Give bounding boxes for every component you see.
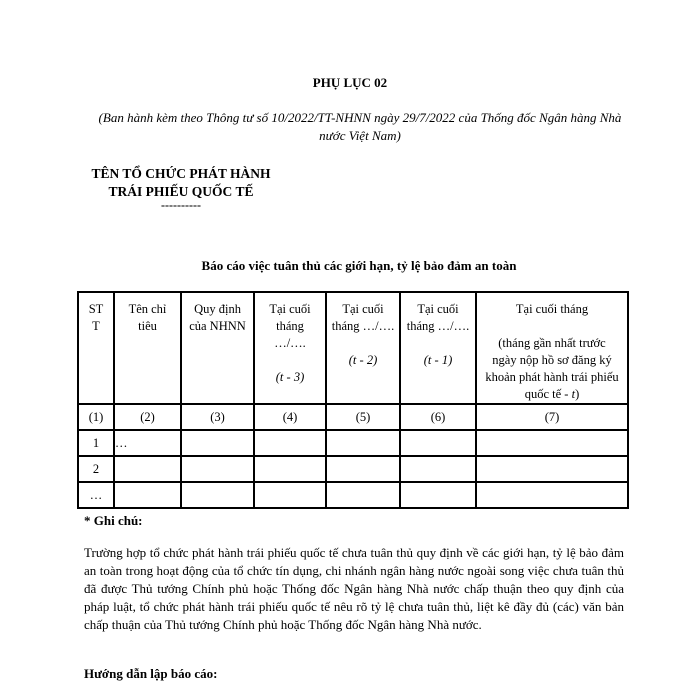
column-number-row <box>78 404 628 430</box>
row-indicator-name: … <box>114 430 181 456</box>
table-cell <box>181 482 254 508</box>
header-sbv-regulation: Quy định của NHNN <box>181 292 254 404</box>
issuer-name-block <box>76 165 286 201</box>
table-cell <box>326 482 400 508</box>
table-cell <box>326 456 400 482</box>
table-cell <box>181 430 254 456</box>
compliance-table <box>77 291 629 509</box>
table-row <box>78 456 628 482</box>
header-month-t2: Tại cuối tháng …/…. (t - 2) <box>326 292 400 404</box>
row-stt: 2 <box>78 456 114 482</box>
column-number: (3) <box>181 404 254 430</box>
table-cell <box>254 456 326 482</box>
issuer-name-divider: ---------- <box>161 198 201 212</box>
table-cell <box>254 482 326 508</box>
row-stt: … <box>78 482 114 508</box>
table-cell <box>400 430 476 456</box>
issuer-name-line2: TRÁI PHIẾU QUỐC TẾ <box>108 184 254 199</box>
column-number: (2) <box>114 404 181 430</box>
table-cell <box>326 430 400 456</box>
table-cell <box>400 482 476 508</box>
header-month-t: Tại cuối tháng (tháng gần nhất trước ngày nộp hồ sơ đăng ký khoản phát hành trái phiếu quốc tế - t) <box>476 292 628 404</box>
table-cell <box>476 430 628 456</box>
table-cell <box>476 456 628 482</box>
column-number: (6) <box>400 404 476 430</box>
header-indicator-name: Tên chỉ tiêu <box>114 292 181 404</box>
table-cell <box>254 430 326 456</box>
appendix-title: PHỤ LỤC 02 <box>312 75 388 90</box>
header-stt: ST T <box>78 292 114 404</box>
column-number: (7) <box>476 404 628 430</box>
appendix-subtitle: (Ban hành kèm theo Thông tư số 10/2022/TT-NHNN ngày 29/7/2022 của Thống đốc Ngân hàng Nhà nước Việt Nam) <box>98 110 622 143</box>
table-cell <box>181 456 254 482</box>
table-cell <box>476 482 628 508</box>
report-title: Báo cáo việc tuân thủ các giới hạn, tỷ lệ bảo đảm an toàn <box>201 258 517 273</box>
issuer-name-line1: TÊN TỔ CHỨC PHÁT HÀNH <box>91 166 271 181</box>
row-indicator-name <box>114 456 181 482</box>
table-header-row <box>78 292 628 404</box>
table-row <box>78 430 628 456</box>
table-row <box>78 482 628 508</box>
header-month-t1: Tại cuối tháng …/…. (t - 1) <box>400 292 476 404</box>
table-cell <box>400 456 476 482</box>
column-number: (1) <box>78 404 114 430</box>
column-number: (5) <box>326 404 400 430</box>
row-indicator-name <box>114 482 181 508</box>
notes-paragraph: Trường hợp tổ chức phát hành trái phiếu quốc tế chưa tuân thủ quy định về các giới hạn, tỷ lệ bảo đảm an toàn trong hoạt động của tổ chức tín dụng, chi nhánh ngân hàng nước ngoài song việc chưa tuân thủ đã được Thủ tướng Chính phủ hoặc Thống đốc Ngân hàng Nhà nước chấp thuận theo quy định của pháp luật, tổ chức phát hành trái phiếu quốc tế nêu rõ tỷ lệ chưa tuân thủ, liệt kê đầy đủ (các) văn bản chấp thuận của Thủ tướng Chính phủ hoặc Thống đốc Ngân hàng Nhà nước. <box>84 545 624 632</box>
notes-heading: * Ghi chú: <box>84 513 143 528</box>
column-number: (4) <box>254 404 326 430</box>
instructions-heading: Hướng dẫn lập báo cáo: <box>84 666 218 681</box>
header-month-t3: Tại cuối tháng …/…. (t - 3) <box>254 292 326 404</box>
row-stt: 1 <box>78 430 114 456</box>
